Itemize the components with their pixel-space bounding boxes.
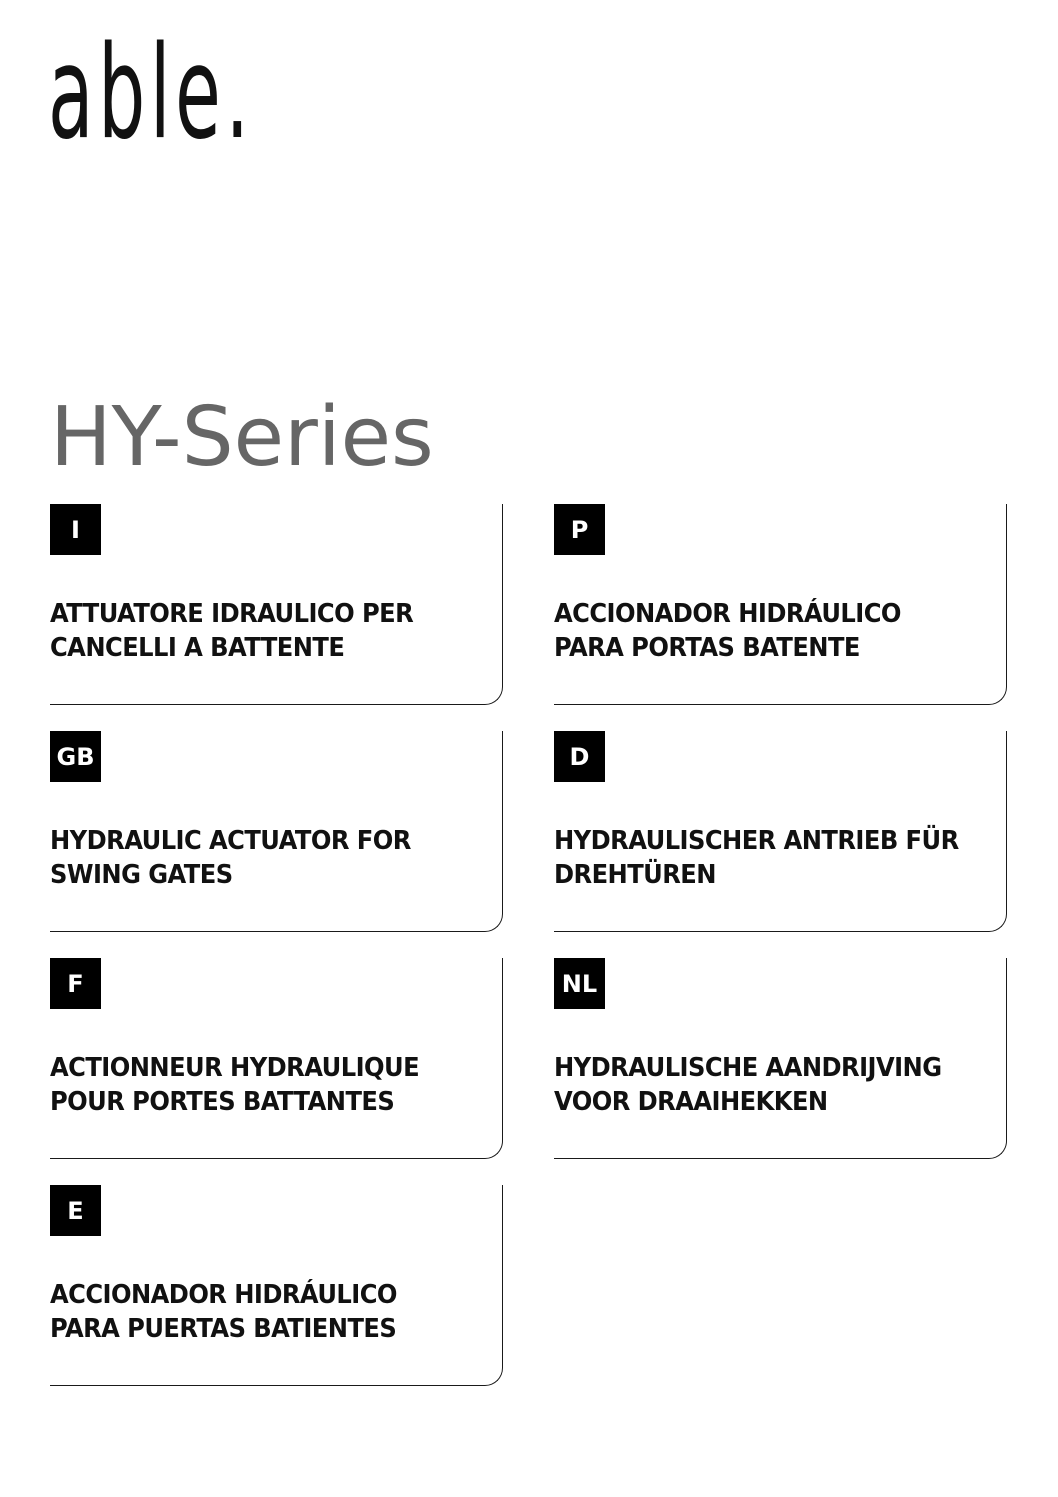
page-title: HY-Series [50, 389, 434, 485]
language-title-line-2: VOOR DRAAIHEKKEN [554, 1087, 828, 1117]
language-title-line-1: ACCIONADOR HIDRÁULICO [554, 599, 901, 629]
language-title-nl [554, 1051, 963, 1119]
language-section-nl[interactable] [554, 958, 1007, 1159]
language-badge-de: D [554, 731, 605, 782]
language-title-pt [554, 597, 963, 665]
brand-logo: able. [48, 19, 254, 168]
language-badge-es: E [50, 1185, 101, 1236]
language-title-it [50, 597, 459, 665]
language-title-line-1: HYDRAULISCHE AANDRIJVING [554, 1053, 942, 1083]
language-title-line-2: CANCELLI A BATTENTE [50, 633, 345, 663]
language-section-pt[interactable] [554, 504, 1007, 705]
language-title-es [50, 1278, 459, 1346]
language-title-fr [50, 1051, 459, 1119]
language-title-line-1: HYDRAULIC ACTUATOR FOR [50, 826, 411, 856]
language-badge-nl: NL [554, 958, 605, 1009]
language-title-line-1: ACTIONNEUR HYDRAULIQUE [50, 1053, 420, 1083]
language-section-gb[interactable] [50, 731, 503, 932]
language-section-fr[interactable] [50, 958, 503, 1159]
language-title-line-2: DREHTÜREN [554, 860, 716, 890]
language-section-it[interactable] [50, 504, 503, 705]
language-title-line-2: POUR PORTES BATTANTES [50, 1087, 395, 1117]
language-title-line-2: PARA PUERTAS BATIENTES [50, 1314, 397, 1344]
language-title-de [554, 824, 963, 892]
language-badge-it: I [50, 504, 101, 555]
language-section-es[interactable] [50, 1185, 503, 1386]
language-title-line-2: PARA PORTAS BATENTE [554, 633, 860, 663]
language-title-line-2: SWING GATES [50, 860, 233, 890]
language-section-de[interactable] [554, 731, 1007, 932]
language-title-gb [50, 824, 459, 892]
language-badge-fr: F [50, 958, 101, 1009]
language-badge-pt: P [554, 504, 605, 555]
language-badge-gb: GB [50, 731, 101, 782]
language-title-line-1: HYDRAULISCHER ANTRIEB FÜR [554, 826, 959, 856]
language-title-line-1: ACCIONADOR HIDRÁULICO [50, 1280, 397, 1310]
language-title-line-1: ATTUATORE IDRAULICO PER [50, 599, 414, 629]
